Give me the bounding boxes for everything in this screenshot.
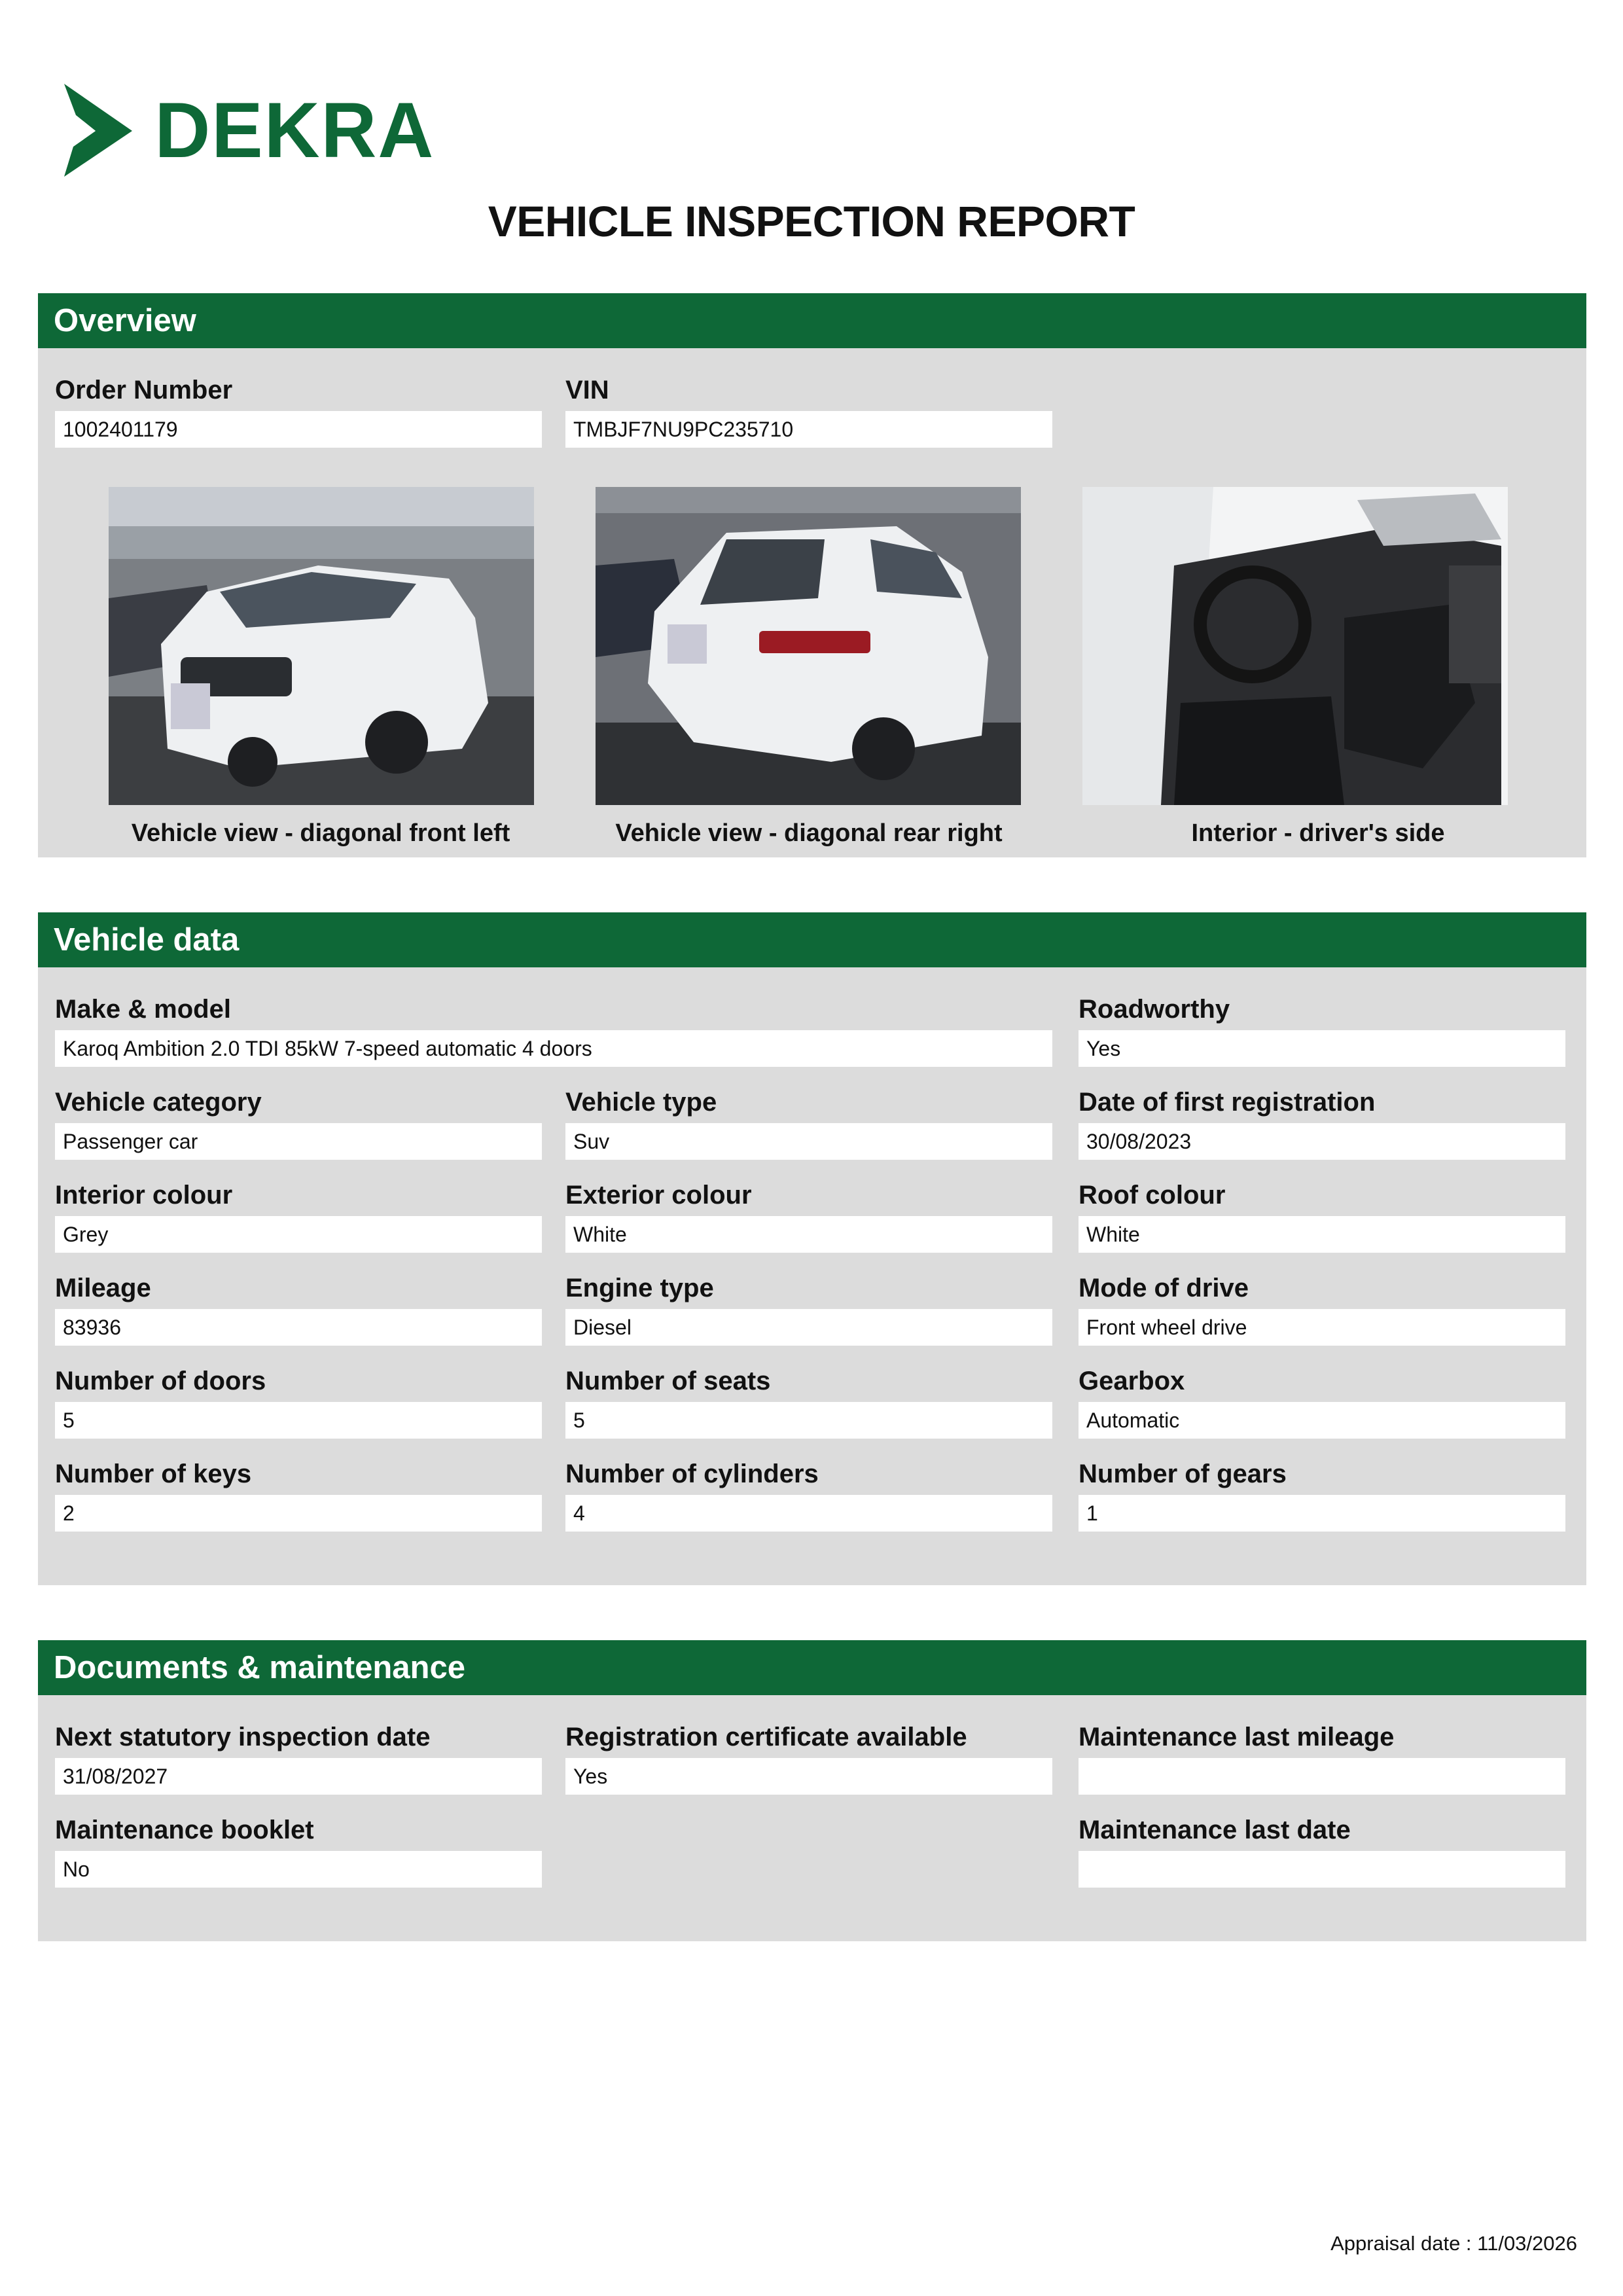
number-of-seats-field (565, 1364, 1052, 1439)
dekra-chevron-icon (59, 84, 132, 177)
make-model-label: Make & model (55, 995, 231, 1024)
mileage-field (55, 1271, 542, 1346)
vehicle-type-value: Suv (565, 1123, 1052, 1160)
exterior-colour-value: White (565, 1216, 1052, 1253)
number-of-cylinders-value: 4 (565, 1495, 1052, 1532)
appraisal-date: Appraisal date : 11/03/2026 (1330, 2232, 1577, 2255)
number-of-keys-value: 2 (55, 1495, 542, 1532)
maintenance-last-date-value (1079, 1851, 1565, 1888)
next-inspection-value: 31/08/2027 (55, 1758, 542, 1795)
first-registration-label: Date of first registration (1079, 1088, 1376, 1117)
interior-colour-value: Grey (55, 1216, 542, 1253)
number-of-keys-field (55, 1457, 542, 1532)
maintenance-last-date-label: Maintenance last date (1079, 1816, 1351, 1844)
number-of-keys-label: Number of keys (55, 1460, 252, 1488)
engine-type-value: Diesel (565, 1309, 1052, 1346)
gearbox-label: Gearbox (1079, 1367, 1185, 1395)
number-of-gears-label: Number of gears (1079, 1460, 1287, 1488)
number-of-doors-value: 5 (55, 1402, 542, 1439)
next-inspection-field (55, 1720, 542, 1795)
order-number-label: Order Number (55, 376, 233, 404)
next-inspection-label: Next statutory inspection date (55, 1723, 431, 1751)
make-model-field (55, 992, 1052, 1067)
first-registration-value: 30/08/2023 (1079, 1123, 1565, 1160)
roadworthy-value: Yes (1079, 1030, 1565, 1067)
car-front-image (109, 487, 534, 805)
photo-interior[interactable] (1082, 487, 1508, 805)
vehicle-data-header: Vehicle data (38, 912, 1586, 967)
number-of-seats-value: 5 (565, 1402, 1052, 1439)
vin-value: TMBJF7NU9PC235710 (565, 411, 1052, 448)
mode-of-drive-label: Mode of drive (1079, 1274, 1249, 1302)
vehicle-type-label: Vehicle type (565, 1088, 717, 1117)
registration-certificate-value: Yes (565, 1758, 1052, 1795)
maintenance-last-mileage-label: Maintenance last mileage (1079, 1723, 1395, 1751)
page-title: VEHICLE INSPECTION REPORT (488, 197, 1135, 245)
vehicle-type-field (565, 1085, 1052, 1160)
car-rear-image (596, 487, 1021, 805)
number-of-cylinders-field (565, 1457, 1052, 1532)
maintenance-booklet-label: Maintenance booklet (55, 1816, 314, 1844)
photo-rear-right[interactable] (596, 487, 1021, 805)
first-registration-field (1079, 1085, 1565, 1160)
dekra-wordmark: DEKRA (154, 86, 435, 174)
number-of-cylinders-label: Number of cylinders (565, 1460, 819, 1488)
maintenance-booklet-value: No (55, 1851, 542, 1888)
order-number-value: 1002401179 (55, 411, 542, 448)
mileage-value: 83936 (55, 1309, 542, 1346)
maintenance-last-mileage-value (1079, 1758, 1565, 1795)
photo-front-left[interactable] (109, 487, 534, 805)
vehicle-category-field (55, 1085, 542, 1160)
mode-of-drive-value: Front wheel drive (1079, 1309, 1565, 1346)
car-interior-image (1082, 487, 1508, 805)
interior-colour-label: Interior colour (55, 1181, 233, 1210)
photo-front-left-caption: Vehicle view - diagonal front left (131, 819, 510, 847)
number-of-doors-field (55, 1364, 542, 1439)
photo-interior-caption: Interior - driver's side (1191, 819, 1445, 847)
roof-colour-field (1079, 1178, 1565, 1253)
number-of-doors-label: Number of doors (55, 1367, 266, 1395)
roof-colour-value: White (1079, 1216, 1565, 1253)
roadworthy-field (1079, 992, 1565, 1067)
mode-of-drive-field (1079, 1271, 1565, 1346)
overview-section (38, 293, 1586, 857)
documents-section (38, 1640, 1586, 1941)
number-of-gears-field (1079, 1457, 1565, 1532)
exterior-colour-label: Exterior colour (565, 1181, 752, 1210)
vehicle-data-section (38, 912, 1586, 1585)
number-of-seats-label: Number of seats (565, 1367, 771, 1395)
registration-certificate-label: Registration certificate available (565, 1723, 967, 1751)
number-of-gears-value: 1 (1079, 1495, 1565, 1532)
overview-header: Overview (38, 293, 1586, 348)
vin-field (565, 373, 1052, 448)
engine-type-label: Engine type (565, 1274, 714, 1302)
registration-certificate-field (565, 1720, 1052, 1795)
maintenance-booklet-field (55, 1813, 542, 1888)
make-model-value: Karoq Ambition 2.0 TDI 85kW 7-speed automatic 4 doors (55, 1030, 1052, 1067)
gearbox-field (1079, 1364, 1565, 1439)
vin-label: VIN (565, 376, 609, 404)
vehicle-category-value: Passenger car (55, 1123, 542, 1160)
documents-header: Documents & maintenance (38, 1640, 1586, 1695)
dekra-logo (59, 84, 438, 177)
roof-colour-label: Roof colour (1079, 1181, 1226, 1210)
order-number-field (55, 373, 542, 448)
maintenance-last-mileage-field (1079, 1720, 1565, 1795)
engine-type-field (565, 1271, 1052, 1346)
interior-colour-field (55, 1178, 542, 1253)
exterior-colour-field (565, 1178, 1052, 1253)
gearbox-value: Automatic (1079, 1402, 1565, 1439)
mileage-label: Mileage (55, 1274, 151, 1302)
vehicle-category-label: Vehicle category (55, 1088, 262, 1117)
photo-rear-right-caption: Vehicle view - diagonal rear right (615, 819, 1003, 847)
maintenance-last-date-field (1079, 1813, 1565, 1888)
roadworthy-label: Roadworthy (1079, 995, 1230, 1024)
